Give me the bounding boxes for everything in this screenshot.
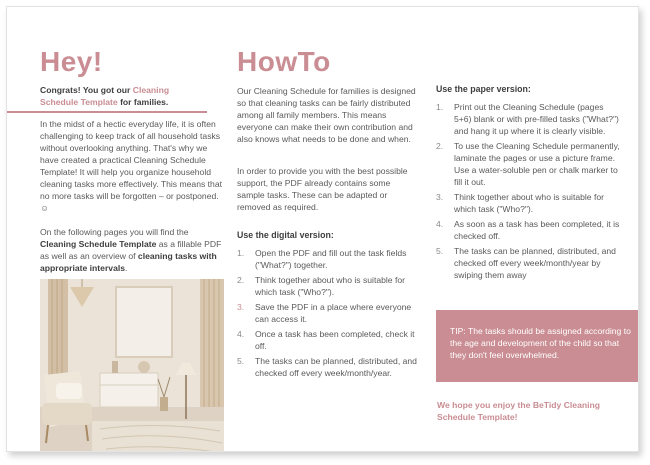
step-text: Think together about who is suitable for which task ("Who?"). [255, 275, 406, 297]
step-number: 3. [436, 192, 444, 202]
step-number: 4. [237, 329, 245, 339]
accent-divider [7, 111, 207, 113]
tip-box [436, 310, 639, 382]
step-number: 5. [237, 356, 245, 366]
step-text: Save the PDF in a place where everyone can access it. [255, 302, 412, 324]
pages-text-end: . [125, 263, 128, 273]
step-number: 4. [436, 219, 444, 229]
list-item [237, 247, 419, 271]
howto-paragraph-2: In order to provide you with the best possible support, the PDF already contains some sample tasks. These can be adapted or removed as required. [237, 166, 408, 212]
pages-paragraph [40, 226, 222, 274]
list-item [237, 355, 419, 379]
list-item [237, 328, 419, 352]
step-number: 5. [436, 246, 444, 256]
pages-text-2: as a fillable PDF as well as an overview of [40, 239, 222, 261]
step-text: Print out the Cleaning Schedule (pages 5+6) blank or with pre-filled tasks ("What?") and hang it up where it is clearly visible. [454, 102, 619, 136]
howto-paragraph-1: Our Cleaning Schedule for families is designed so that cleaning tasks can be fairly distributed among all family members. This means everyone can make their own contribution and also knows what needs to be done and when. [237, 86, 416, 144]
step-text: Once a task has been completed, check it off. [255, 329, 415, 351]
step-number: 2. [436, 141, 444, 151]
intro-paragraph: In the midst of a hectic everyday life, it is often challenging to keep track of all household tasks without overlooking anything. That's why we have created a practical Cleaning Schedule Template! It will help you organize household cleaning tasks more effectively. This means that no more tasks will be forgotten – or postponed. ☺ [40, 119, 222, 213]
paper-version-title: Use the paper version: [436, 84, 531, 94]
howto-heading: HowTo [237, 46, 331, 77]
step-text: To use the Cleaning Schedule permanently, laminate the pages or use a picture frame. Use a water-soluble pen or chalk marker to fill it out. [454, 141, 620, 187]
step-text: The tasks can be planned, distributed, and checked off every week/month/year by swiping them away [454, 246, 616, 280]
digital-steps-list [237, 247, 419, 382]
list-item [237, 301, 419, 325]
step-text: Think together about who is suitable for which task ("Who?"). [454, 192, 605, 214]
step-number: 1. [237, 248, 245, 258]
tip-text: TIP: The tasks should be assigned according to the age and development of the child so that they don't feel overwhelmed. [450, 326, 631, 360]
closing-message: We hope you enjoy the BeTidy Cleaning Schedule Template! [437, 400, 600, 422]
intro-text [40, 84, 200, 108]
intro-tail: for families. [117, 97, 169, 107]
pages-bold-1: Cleaning Schedule Template [40, 239, 157, 249]
brochure-page [6, 6, 639, 452]
hey-heading: Hey! [40, 46, 103, 77]
list-item [436, 101, 622, 137]
intro-lead: Congrats! You got our [40, 85, 133, 95]
list-item [237, 274, 419, 298]
pages-text-1: On the following pages you will find the [40, 227, 189, 237]
list-item [436, 218, 622, 242]
pages-bold-2: cleaning tasks with appropriate intervals [40, 251, 217, 273]
paper-steps-list [436, 101, 622, 284]
step-number: 3. [237, 302, 245, 312]
intro-highlight: Cleaning Schedule Template [40, 85, 170, 107]
living-room-illustration [40, 279, 224, 452]
step-number: 2. [237, 275, 245, 285]
living-room-photo [40, 279, 224, 452]
step-text: The tasks can be planned, distributed, and checked off every week/month/year. [255, 356, 417, 378]
digital-version-title: Use the digital version: [237, 230, 334, 240]
step-number: 1. [436, 102, 444, 112]
list-item [436, 191, 622, 215]
step-text: Open the PDF and fill out the task fields ("What?") together. [255, 248, 407, 270]
list-item [436, 140, 622, 188]
step-text: As soon as a task has been completed, it is checked off. [454, 219, 620, 241]
list-item [436, 245, 622, 281]
